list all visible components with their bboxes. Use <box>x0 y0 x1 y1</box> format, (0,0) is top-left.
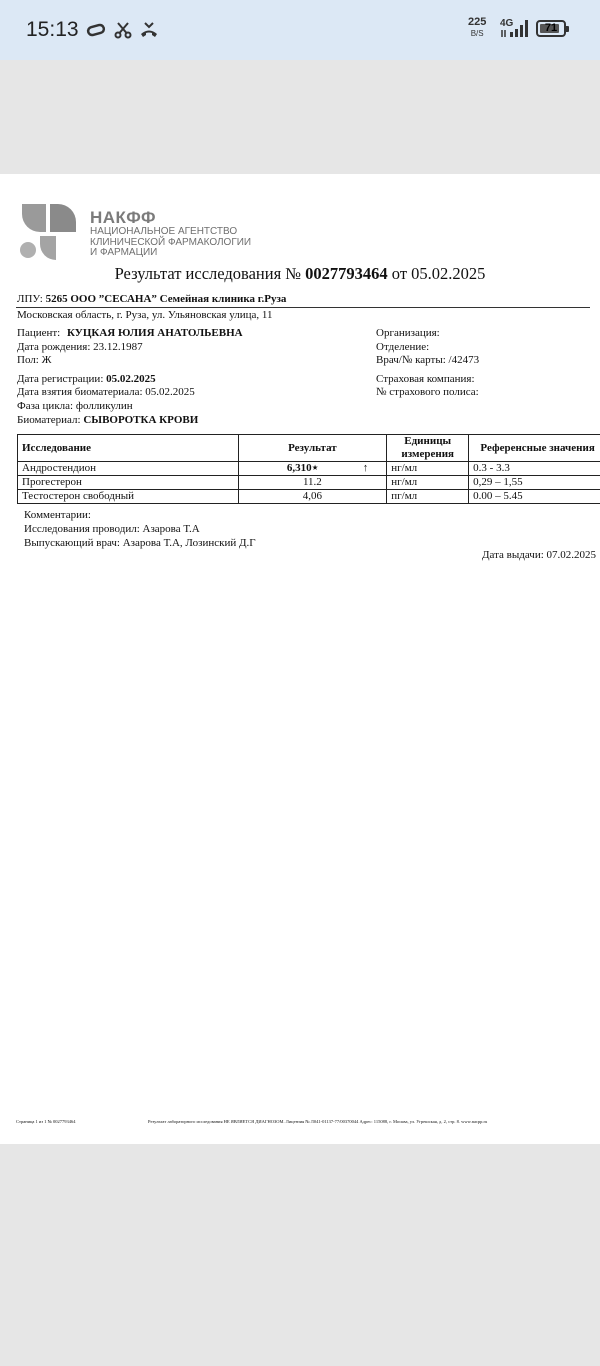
lpu-line <box>17 293 286 305</box>
logo-line: КЛИНИЧЕСКОЙ ФАРМАКОЛОГИИ <box>90 236 252 248</box>
cell-reference: 0.3 - 3.3 <box>469 462 600 476</box>
cell-reference: 0.00 – 5.45 <box>469 490 600 504</box>
cell-unit: нг/мл <box>387 462 469 476</box>
registration-label: Дата регистрации: <box>17 373 104 385</box>
lpu-value: 5265 ООО ”СЕСАНА” Семейная клиника г.Руза <box>45 293 287 305</box>
biomaterial-label: Биоматериал: <box>17 414 81 426</box>
document-title <box>0 264 600 284</box>
cell-result: 11.2 <box>238 476 387 490</box>
patient-label: Пациент: <box>17 327 61 339</box>
scissors-icon <box>114 21 132 39</box>
cell-test: Прогестерон <box>18 476 239 490</box>
status-time: 15:13 <box>26 18 79 41</box>
department: Отделение: <box>376 341 430 353</box>
link-icon <box>86 23 106 37</box>
comments-block <box>24 508 256 550</box>
biomaterial <box>17 414 198 426</box>
biomaterial-value: СЫВОРОТКА КРОВИ <box>83 414 199 426</box>
arrow-up-icon: ↑ <box>362 462 369 474</box>
document-page <box>0 174 600 1144</box>
lpu-label: ЛПУ: <box>17 293 43 305</box>
header-test: Исследование <box>18 435 239 462</box>
insurance-policy: № страхового полиса: <box>376 386 479 398</box>
insurance-company: Страховая компания: <box>376 373 475 385</box>
sample-date: Дата взятия биоматериала: 05.02.2025 <box>17 386 195 398</box>
table-row <box>18 462 600 476</box>
patient-line <box>17 327 243 339</box>
doctor-card: Врач/№ карты: /42473 <box>376 354 480 366</box>
status-bar <box>0 0 600 60</box>
result-value: 6,310⋆ <box>286 462 319 474</box>
registration-value: 05.02.2025 <box>106 373 156 385</box>
logo-line: НАЦИОНАЛЬНОЕ АГЕНТСТВО <box>90 226 238 237</box>
header-result: Результат <box>238 435 387 462</box>
battery-icon <box>536 20 566 37</box>
clinic-address: Московская область, г. Руза, ул. Ульяновская улица, 11 <box>17 309 273 321</box>
svg-text:4G: 4G <box>500 18 514 29</box>
registration-date <box>17 373 156 385</box>
document-number: 0027793464 <box>305 264 388 283</box>
cycle-phase: Фаза цикла: фолликулин <box>17 400 133 412</box>
organization: Организация: <box>376 327 440 339</box>
table-row <box>18 490 600 504</box>
comments-label: Комментарии: <box>24 509 91 521</box>
cell-unit: нг/мл <box>387 476 469 490</box>
cell-result: 4,06 <box>238 490 387 504</box>
header-reference: Референсные значения <box>469 435 600 462</box>
table-header-row <box>18 435 600 462</box>
notification-icons <box>86 20 158 40</box>
table-row <box>18 476 600 490</box>
patient-name: КУЦКАЯ ЮЛИЯ АНАТОЛЬЕВНА <box>66 327 243 339</box>
divider <box>16 307 590 308</box>
cell-test: Андростендион <box>18 462 239 476</box>
missed-call-icon <box>140 21 158 39</box>
title-suffix: от 05.02.2025 <box>391 264 486 283</box>
cell-test: Тестостерон свободный <box>18 490 239 504</box>
network-speed <box>468 17 486 39</box>
results-table <box>17 434 600 504</box>
logo-subtitle <box>90 227 251 259</box>
issuing-doctor: Выпускающий врач: Азарова Т.А, Лозинский Д.Г <box>24 537 256 549</box>
signal-icon <box>500 17 532 44</box>
cell-result <box>238 462 387 476</box>
footer-disclaimer: Результат лабораторного исследования НЕ ЯВЛЯЕТСЯ ДИАГНОЗОМ. Лицензия № Л041-01137-77/00370044 Адрес: 115088, г. Москва, ул. Угрешская, д. 2, стр. 8. www.nacpp.ru <box>148 1119 488 1124</box>
sex: Пол: Ж <box>17 354 52 366</box>
battery-level: 71 <box>544 22 558 34</box>
speed-unit: B/S <box>470 29 484 38</box>
logo-line: И ФАРМАЦИИ <box>90 247 158 258</box>
title-prefix: Результат исследования № <box>114 264 302 283</box>
nakff-logo-icon <box>18 202 80 264</box>
speed-value: 225 <box>468 16 487 28</box>
issue-date: Дата выдачи: 07.02.2025 <box>482 549 597 561</box>
footer-page-number: Страница 1 из 1 № 0027793464 <box>16 1119 76 1124</box>
cell-unit: пг/мл <box>387 490 469 504</box>
cell-reference: 0,29 – 1,55 <box>469 476 600 490</box>
logo-title: НАКФФ <box>90 208 157 227</box>
header-units: Единицы измерения <box>387 435 469 462</box>
date-of-birth: Дата рождения: 23.12.1987 <box>17 341 143 353</box>
performed-by: Исследования проводил: Азарова Т.А <box>24 523 200 535</box>
